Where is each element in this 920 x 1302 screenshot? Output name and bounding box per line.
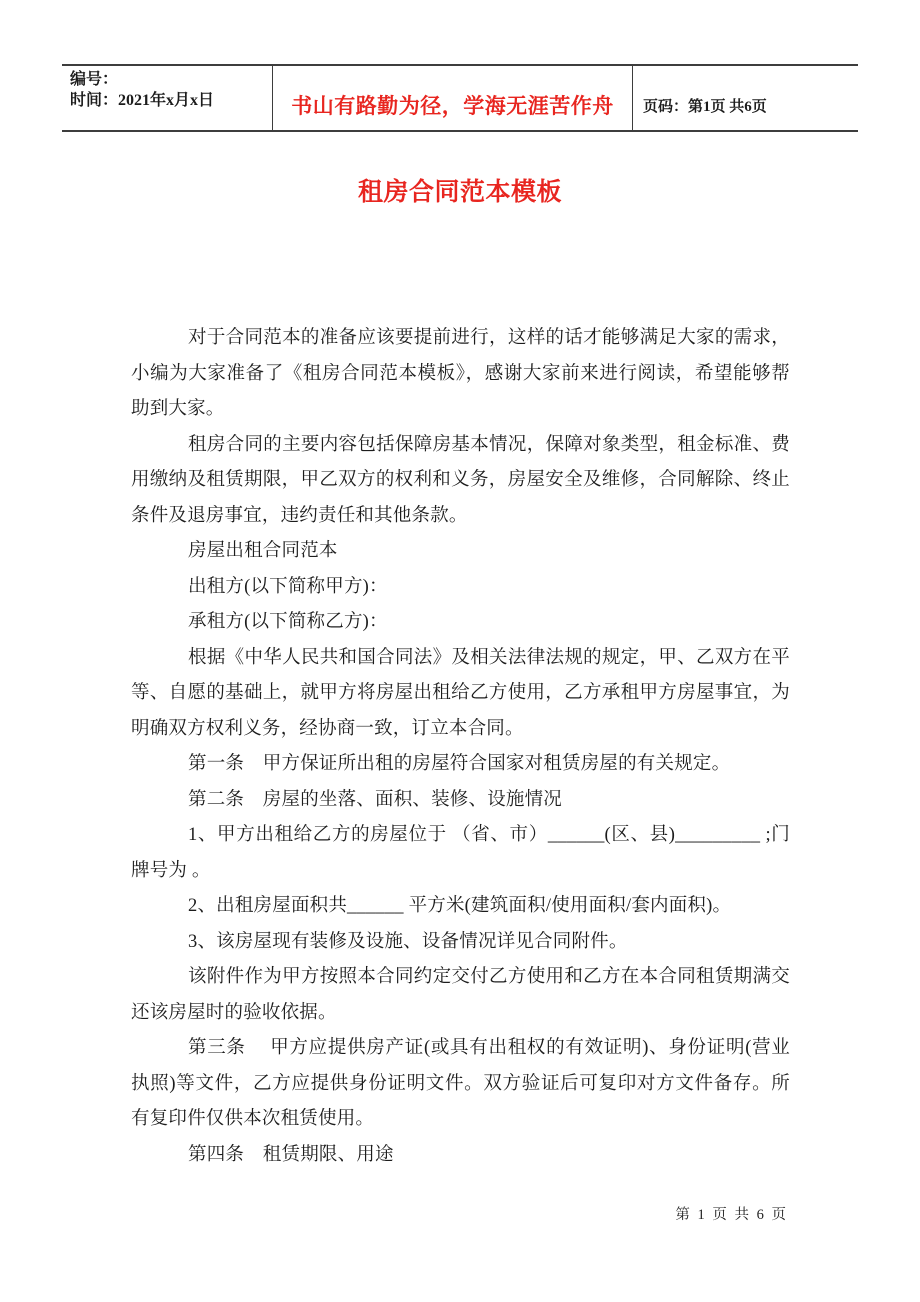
header-cell-motto [272,66,633,130]
header-table [62,64,858,132]
paragraph: 该附件作为甲方按照本合同约定交付乙方使用和乙方在本合同租赁期满交还该房屋时的验收依据。 [131,967,790,1023]
paragraph: 根据《中华人民共和国合同法》及相关法律法规的规定，甲、乙双方在平等、自愿的基础上，就甲方将房屋出租给乙方使用，乙方承租甲方房屋事宜，为明确双方权利义务，经协商一致，订立本合同。 [131,647,790,739]
header-page-label: 页码：第1页 共6页 [643,98,767,115]
paragraph: 对于合同范本的准备应该要提前进行，这样的话才能够满足大家的需求，小编为大家准备了《租房合同范本模板》，感谢大家前来进行阅读，希望能够帮助到大家。 [131,328,790,419]
header-cell-number-date [62,66,272,130]
footer-page-indicator: 第 1 页 共 6 页 [675,1207,788,1223]
paragraph: 2、出租房屋面积共______ 平方米(建筑面积/使用面积/套内面积)。 [188,896,732,916]
paragraph: 3、该房屋现有装修及设施、设备情况详见合同附件。 [188,931,628,952]
header-cell-page-number [633,66,858,130]
paragraph: 第四条 租赁期限、用途 [188,1144,394,1165]
paragraph: 房屋出租合同范本 [188,541,338,561]
header-date-label: 时间：2021年x月x日 [70,92,215,109]
paragraph: 第三条 甲方应提供房产证(或具有出租权的有效证明)、身份证明(营业执照)等文件，乙方应提供身份证明文件。双方验证后可复印对方文件备存。所有复印件仅供本次租赁使用。 [131,1038,790,1129]
paragraph: 第一条 甲方保证所出租的房屋符合国家对租赁房屋的有关规定。 [188,754,731,774]
paragraph: 第二条 房屋的坐落、面积、装修、设施情况 [188,789,563,810]
header-motto-text: 书山有路勤为径，学海无涯苦作舟 [291,94,614,118]
paragraph: 1、甲方出租给乙方的房屋位于 （省、市）______(区、县)_________ ;门牌号为 。 [131,825,790,881]
document-title: 租房合同范本模板 [357,179,562,206]
paragraph: 出租方(以下简称甲方)： [188,576,388,597]
paragraph: 承租方(以下简称乙方)： [188,612,388,632]
document-body [131,321,790,1173]
header-number-label: 编号： [70,71,119,88]
paragraph: 租房合同的主要内容包括保障房基本情况，保障对象类型，租金标准、费用缴纳及租赁期限，甲乙双方的权利和义务，房屋安全及维修，合同解除、终止条件及退房事宜，违约责任和其他条款。 [131,434,790,526]
